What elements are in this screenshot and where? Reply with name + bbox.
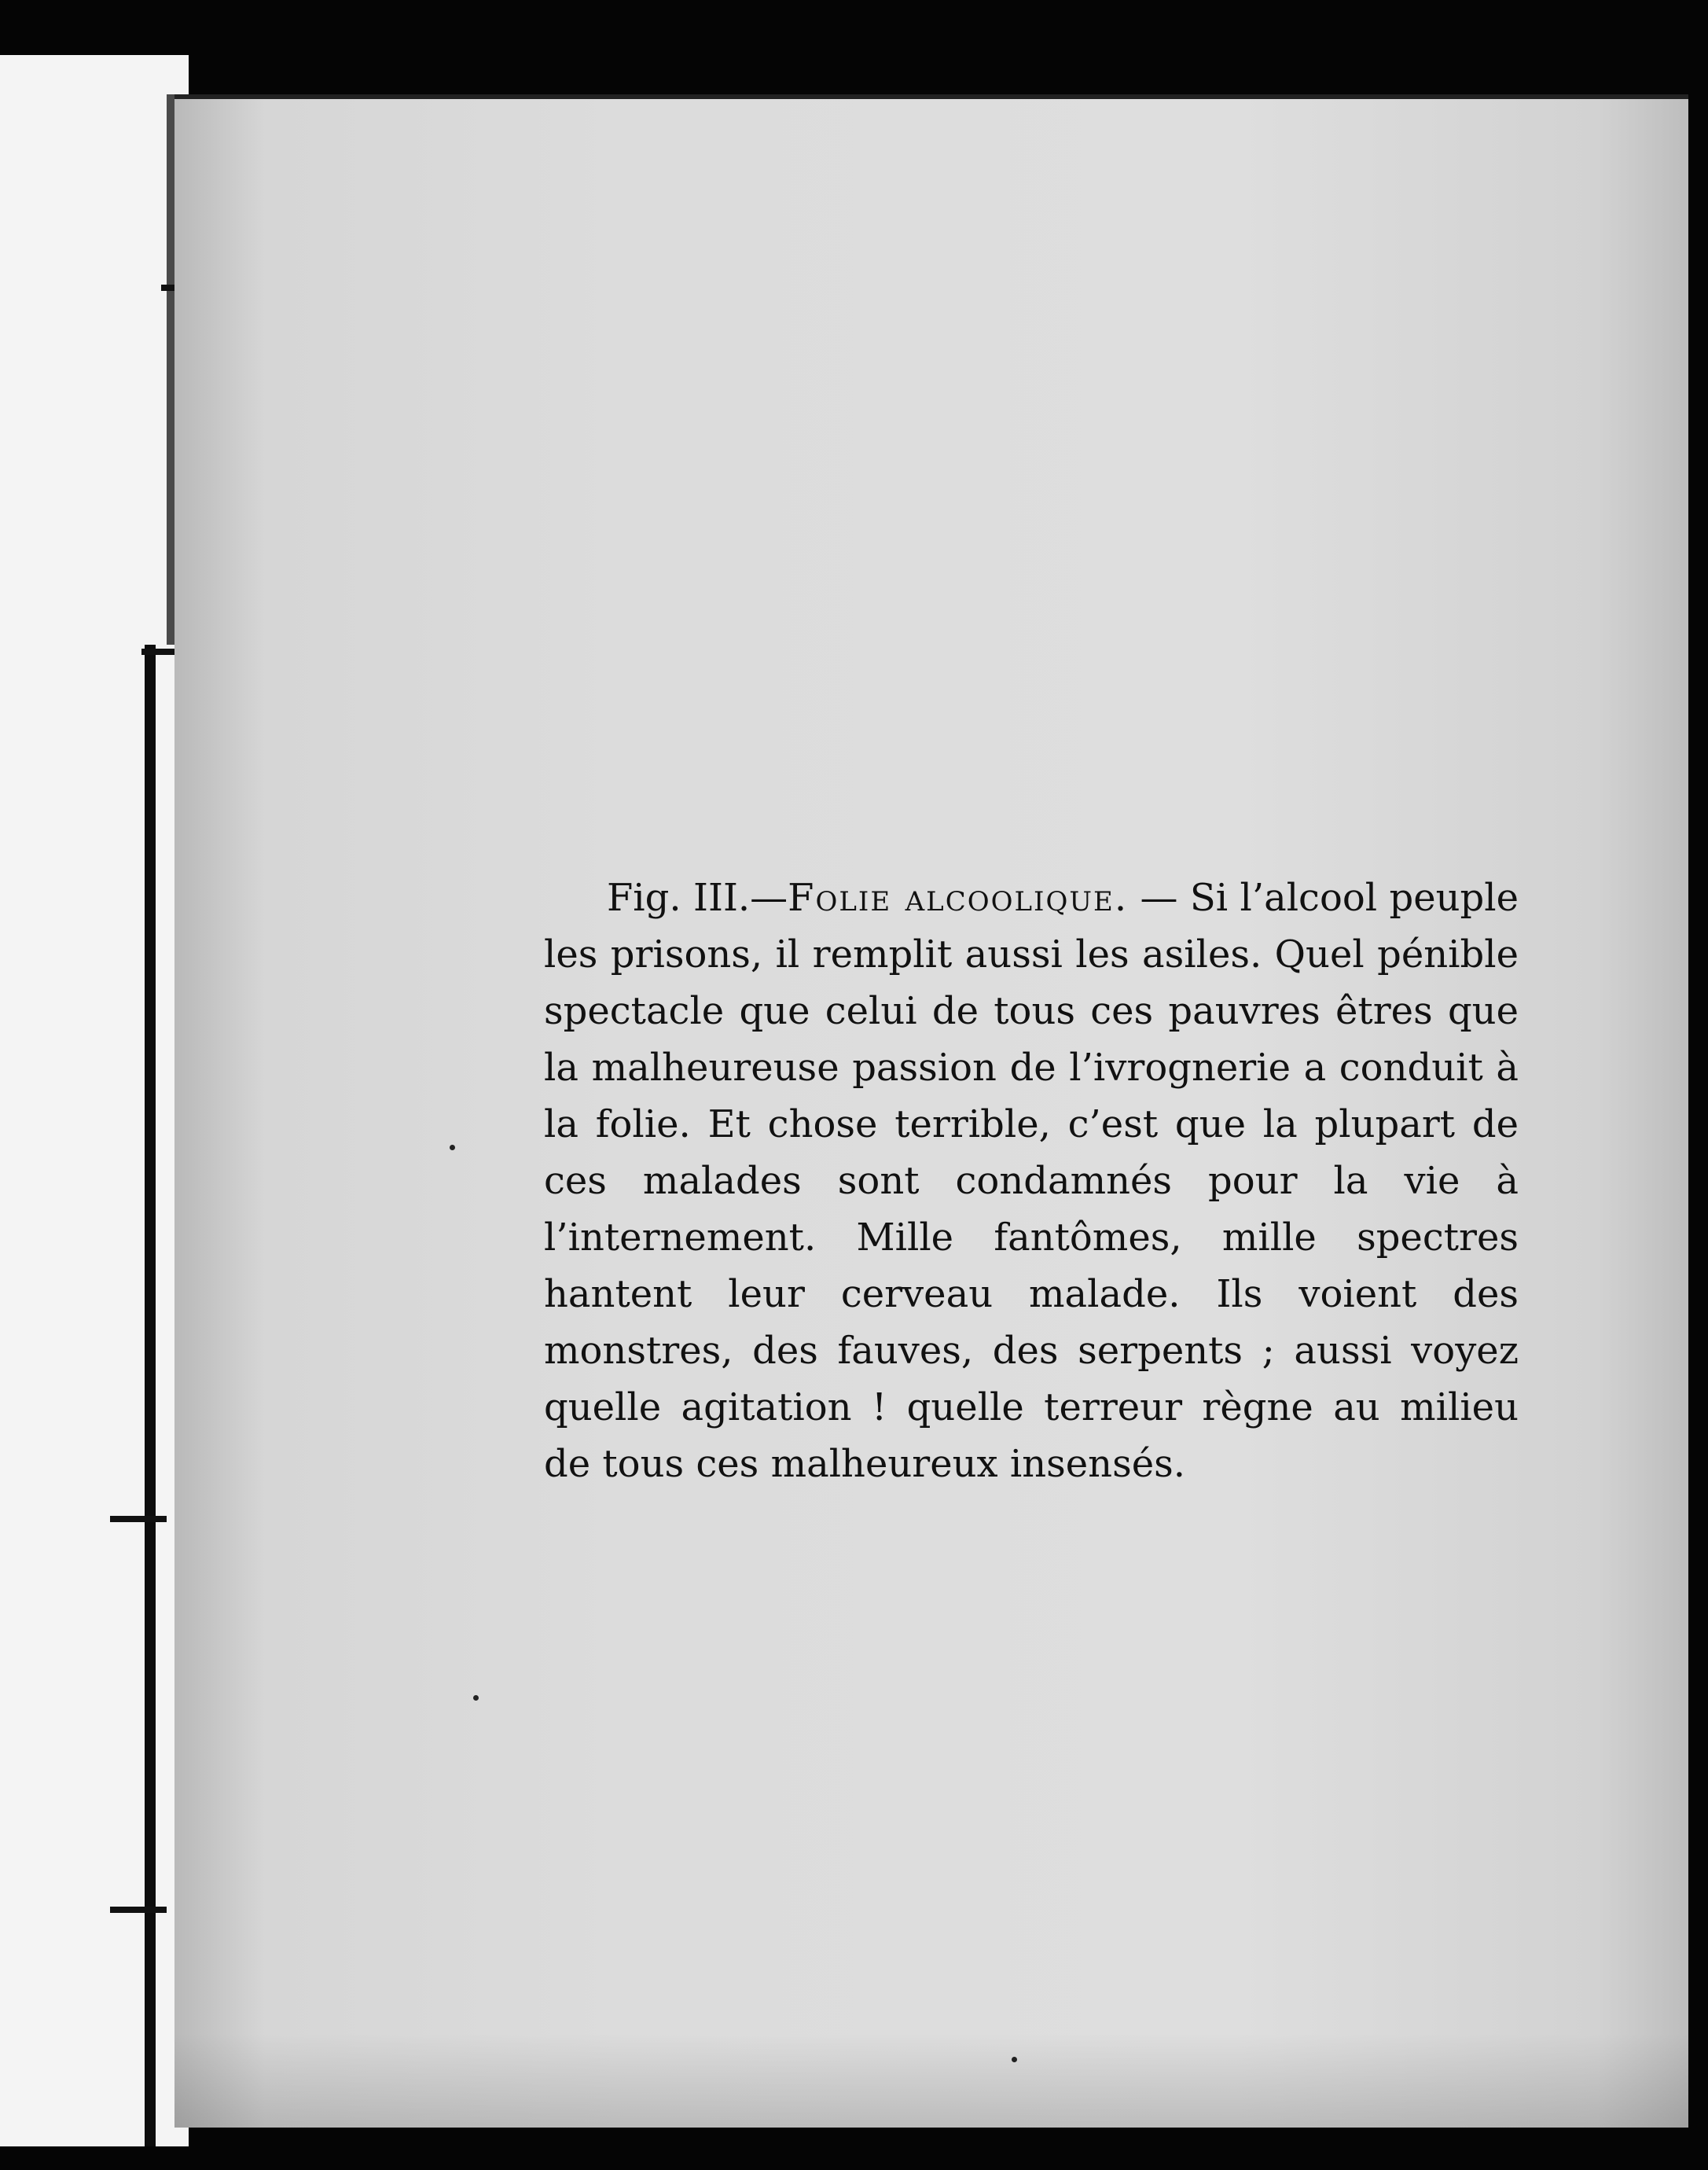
binding-stitch xyxy=(110,1907,167,1913)
binding-stitch xyxy=(110,1516,167,1522)
caption-body: Si l’alcool peuple les prisons, il remplit aussi les asiles. Quel pénible spectacle que celui de tous ces pauvres êtres que la malheureuse passion de l’ivrognerie a conduit à la folie. Et chose terrible, c’est que la plupart de ces malades sont condamnés pour la vie à l’internement. Mille fantômes, mille spectres hantent leur cerveau malade. Ils voient des monstres, des fauves, des serpents ; aussi voyez quelle agitation ! quelle terreur règne au milieu de tous ces malheureux insensés. xyxy=(544,876,1519,1486)
figure-label: Fig. III. xyxy=(607,876,751,920)
binding-upper-edge xyxy=(167,94,174,645)
flyleaf xyxy=(0,55,189,2146)
paper-speck xyxy=(450,1145,455,1150)
figure-title: Folie alcoolique. xyxy=(788,876,1129,920)
title-separator: — xyxy=(1128,876,1190,920)
scanned-page xyxy=(174,94,1688,2128)
binding-edge xyxy=(145,645,156,2146)
figure-separator: — xyxy=(750,876,788,920)
page-shadow xyxy=(174,2033,1688,2128)
paper-speck xyxy=(473,1695,479,1701)
figure-caption xyxy=(544,870,1519,1492)
